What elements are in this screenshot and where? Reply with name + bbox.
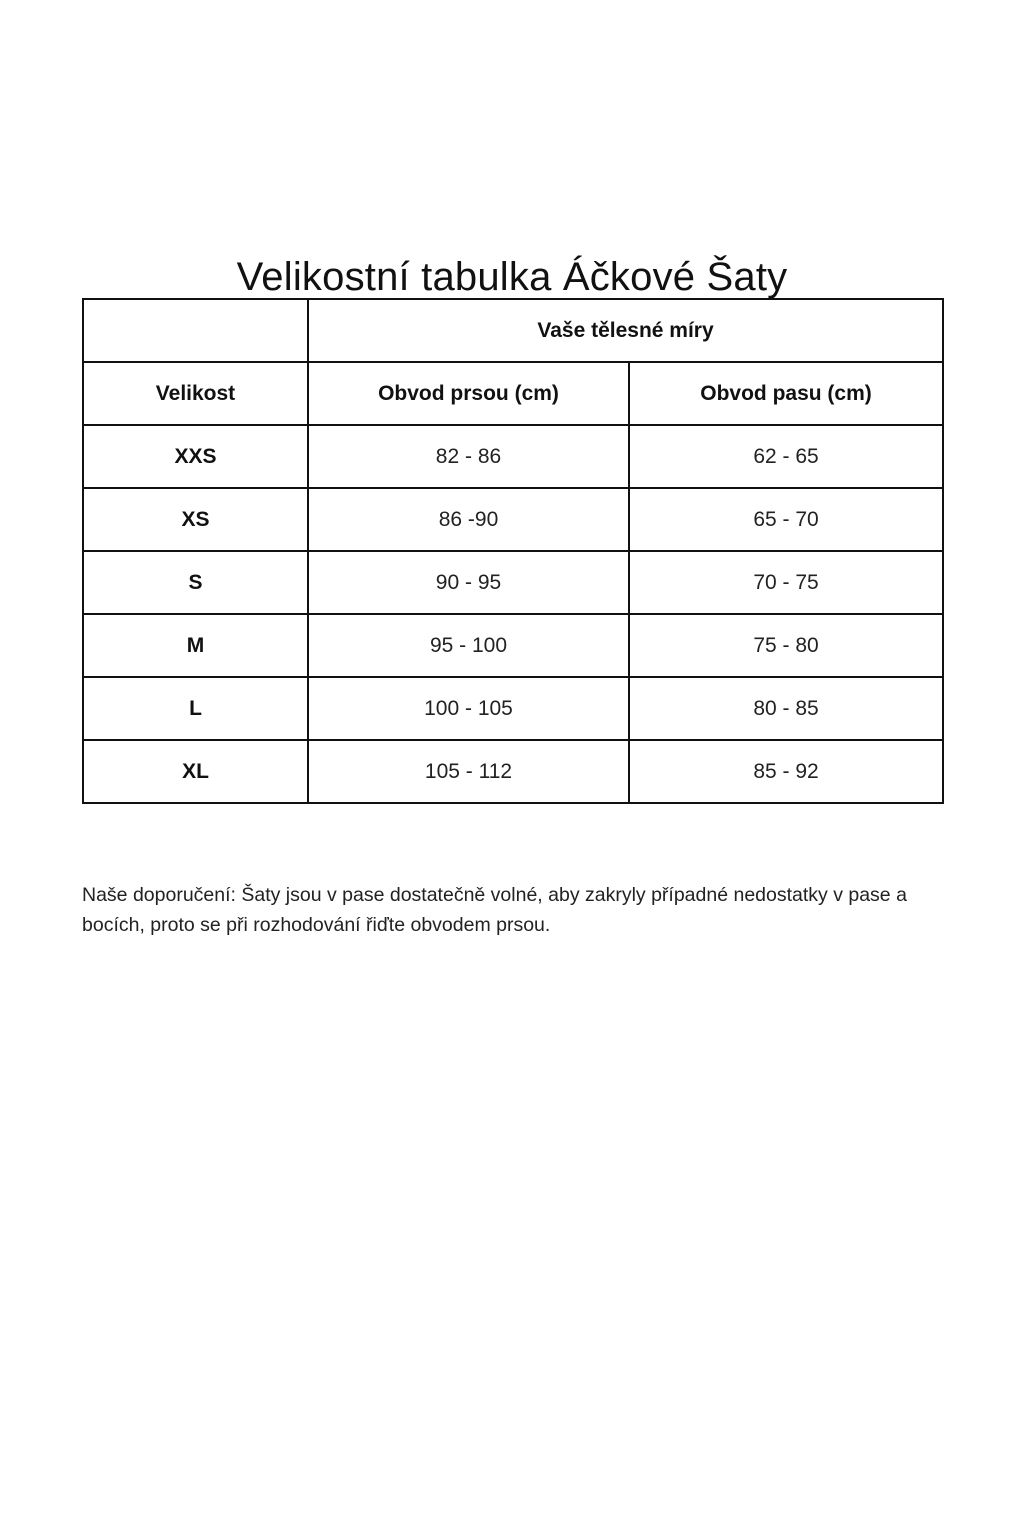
recommendation-note: Naše doporučení: Šaty jsou v pase dostatečně volné, aby zakryly případné nedostatky v pase a bocích, proto se při rozhodování řiďte obvodem prsou. [82, 883, 907, 936]
table-row [83, 551, 943, 614]
column-header-row [83, 362, 943, 425]
bust-cell: 100 - 105 [308, 677, 629, 740]
waist-cell: 85 - 92 [629, 740, 943, 803]
size-cell: L [83, 677, 308, 740]
column-header-size: Velikost [83, 362, 308, 425]
size-cell: XL [83, 740, 308, 803]
table-row [83, 677, 943, 740]
waist-cell: 80 - 85 [629, 677, 943, 740]
column-header-bust: Obvod prsou (cm) [308, 362, 629, 425]
page-title: Velikostní tabulka Áčkové Šaty [236, 254, 788, 299]
size-chart-table [82, 298, 944, 804]
waist-cell: 70 - 75 [629, 551, 943, 614]
bust-cell: 105 - 112 [308, 740, 629, 803]
table-row [83, 425, 943, 488]
bust-cell: 82 - 86 [308, 425, 629, 488]
size-cell: S [83, 551, 308, 614]
size-cell: M [83, 614, 308, 677]
bust-cell: 86 -90 [308, 488, 629, 551]
bust-cell: 90 - 95 [308, 551, 629, 614]
group-header-measurements: Vaše tělesné míry [308, 299, 943, 362]
waist-cell: 75 - 80 [629, 614, 943, 677]
empty-corner-cell [83, 299, 308, 362]
size-cell: XXS [83, 425, 308, 488]
bust-cell: 95 - 100 [308, 614, 629, 677]
table-row [83, 740, 943, 803]
size-cell: XS [83, 488, 308, 551]
group-header-row [83, 299, 943, 362]
table-row [83, 488, 943, 551]
table-row [83, 614, 943, 677]
column-header-waist: Obvod pasu (cm) [629, 362, 943, 425]
waist-cell: 62 - 65 [629, 425, 943, 488]
waist-cell: 65 - 70 [629, 488, 943, 551]
